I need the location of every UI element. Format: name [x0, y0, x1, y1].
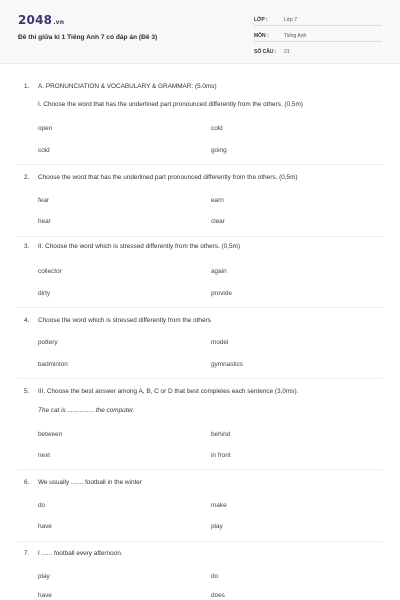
option-a[interactable]: between — [38, 431, 63, 438]
option-c[interactable]: have — [38, 592, 52, 599]
option-b[interactable]: make — [211, 502, 227, 509]
question-sentence: The cat is ............... the computer. — [38, 407, 135, 414]
divider — [18, 236, 382, 237]
option-b[interactable]: model — [211, 339, 229, 346]
question-text: Choose the word that has the underlined part pronounced differently from the others. (0,5m) — [38, 174, 298, 181]
option-a[interactable]: pottery — [38, 339, 58, 346]
divider — [18, 164, 382, 165]
option-b[interactable]: behind — [211, 431, 231, 438]
divider — [18, 541, 382, 542]
option-c[interactable]: hear — [38, 218, 51, 225]
option-d[interactable]: in front — [211, 452, 231, 459]
option-a[interactable]: play — [38, 573, 50, 580]
option-b[interactable]: again — [211, 268, 227, 275]
option-d[interactable]: going — [211, 147, 227, 154]
option-c[interactable]: badminton — [38, 361, 68, 368]
page-header — [0, 0, 400, 64]
question-number: 6. — [24, 479, 30, 486]
option-c[interactable]: cold — [38, 147, 50, 154]
site-logo[interactable] — [18, 13, 64, 27]
meta-count-label: SỐ CÂU : — [254, 49, 277, 55]
question-number: 2. — [24, 174, 30, 181]
option-d[interactable]: clear — [211, 218, 225, 225]
question-instruction: I. Choose the word that has the underlined part pronounced differently from the others. (0,5m) — [38, 101, 303, 108]
meta-count-value: 21 — [284, 49, 290, 55]
option-b[interactable]: cold — [211, 125, 223, 132]
question-text: A. PRONUNCIATION & VOCABULARY & GRAMMAR: (5.0ms) — [38, 83, 217, 90]
option-a[interactable]: collector — [38, 268, 62, 275]
option-c[interactable]: have — [38, 523, 52, 530]
option-a[interactable]: open — [38, 125, 53, 132]
meta-class-value: Lớp 7 — [284, 17, 298, 23]
option-c[interactable]: next — [38, 452, 51, 459]
option-a[interactable]: do — [38, 502, 46, 509]
meta-class-label: LỚP : — [254, 17, 268, 23]
exam-title: Đề thi giữa kì 1 Tiếng Anh 7 có đáp án (Đề 3) — [18, 34, 158, 41]
option-d[interactable]: gymnastics — [211, 361, 243, 368]
question-number: 7. — [24, 550, 30, 557]
option-d[interactable]: provide — [211, 290, 232, 297]
divider — [18, 307, 382, 308]
question-text: I ...... football every afternoon. — [38, 550, 123, 557]
divider — [18, 378, 382, 379]
option-d[interactable]: does — [211, 592, 225, 599]
meta-subject-label: MÔN : — [254, 33, 269, 39]
question-text: Choose the word which is stressed differently from the others — [38, 317, 211, 324]
logo-sub: .vn — [53, 19, 65, 26]
option-b[interactable]: earn — [211, 197, 224, 204]
question-number: 1. — [24, 83, 30, 90]
option-a[interactable]: fear — [38, 197, 50, 204]
meta-subject-value: Tiếng Anh — [284, 33, 307, 39]
option-c[interactable]: dirty — [38, 290, 51, 297]
meta-class — [254, 14, 382, 26]
divider — [18, 469, 382, 470]
meta-count — [254, 46, 382, 58]
logo-main: 2048 — [18, 13, 53, 27]
question-number: 4. — [24, 317, 30, 324]
question-number: 5. — [24, 388, 30, 395]
question-text: We usually ....... football in the winter — [38, 479, 142, 486]
question-text: III. Choose the best answer among A, B, C or D that best completes each sentence (3,0ms). — [38, 388, 299, 395]
question-number: 3. — [24, 243, 30, 250]
option-b[interactable]: do — [211, 573, 219, 580]
question-text: II. Choose the word which is stressed differently from the others. (0,5m) — [38, 243, 240, 250]
meta-subject — [254, 30, 382, 42]
option-d[interactable]: play — [211, 523, 223, 530]
